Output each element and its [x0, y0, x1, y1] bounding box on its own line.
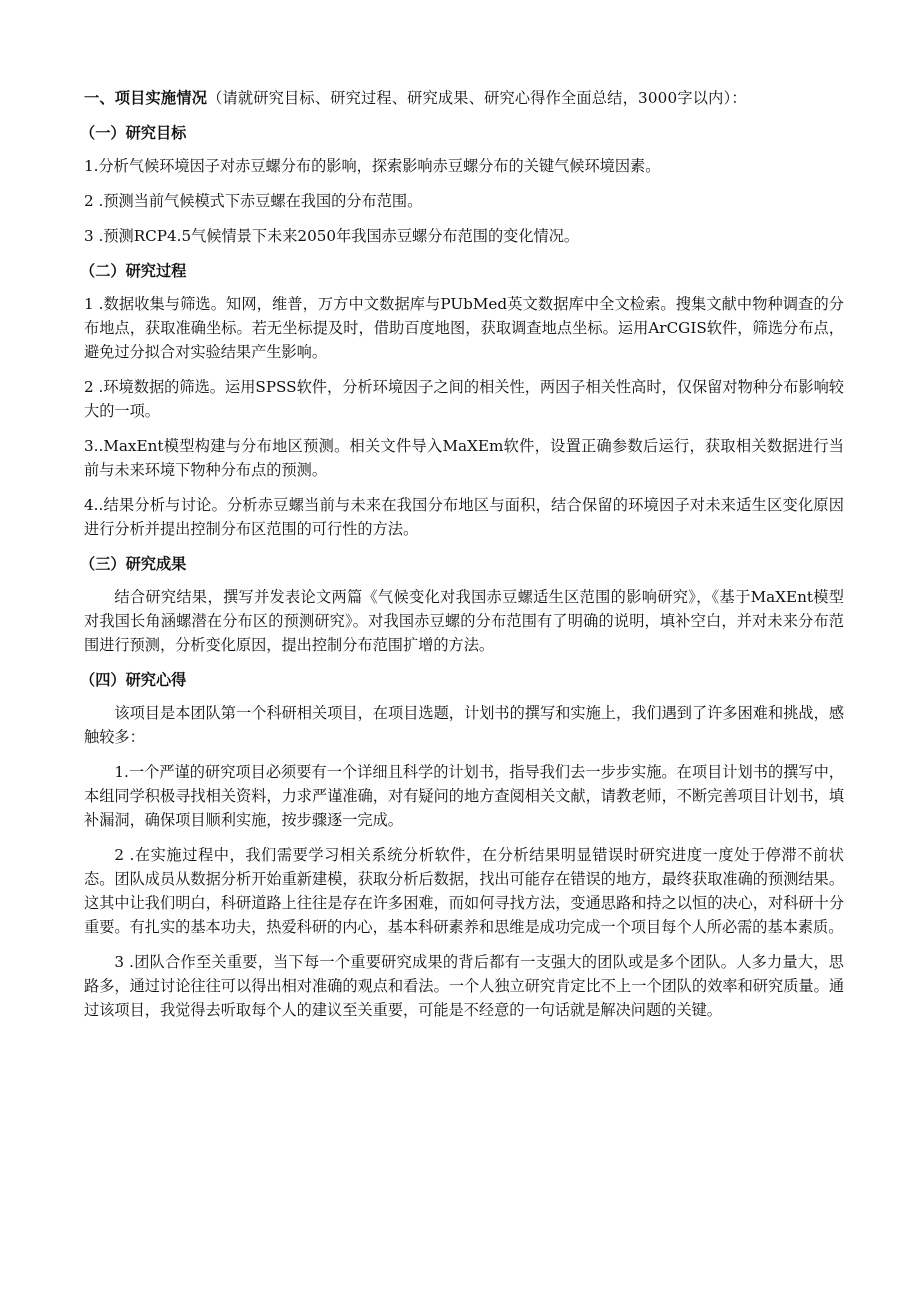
- heading-research-goals: （一）研究目标: [80, 124, 187, 142]
- heading-research-process: （二）研究过程: [80, 262, 187, 280]
- main-heading-note: （请就研究目标、研究过程、研究成果、研究心得作全面总结，3000字以内）：: [207, 89, 747, 107]
- results-paragraph: 结合研究结果，撰写并发表论文两篇《气候变化对我国赤豆螺适生区范围的影响研究》，《基于MaXEnt模型对我国长角涵螺潜在分布区的预测研究》。对我国赤豆螺的分布范围有了明确的说明，填补空白，并对未来分布范围进行预测，分析变化原因，提出控制分布范围扩增的方法。: [84, 588, 844, 654]
- insights-intro: 该项目是本团队第一个科研相关项目，在项目选题，计划书的撰写和实施上，我们遇到了许多困难和挑战，感触较多：: [84, 704, 844, 746]
- insights-item-2: 2 .在实施过程中，我们需要学习相关系统分析软件，在分析结果明显错误时研究进度一度处于停滞不前状态。团队成员从数据分析开始重新建模，获取分析后数据，找出可能存在错误的地方，最终获取准确的预测结果。这其中让我们明白，科研道路上往往是存在许多困难，而如何寻找方法，变通思路和持之以恒的决心，对科研十分重要。有扎实的基本功夫，热爱科研的内心，基本科研素养和思维是成功完成一个项目每个人所必需的基本素质。: [84, 846, 844, 936]
- heading-research-results: （三）研究成果: [80, 555, 187, 573]
- goal-item-2: 2 .预测当前气候模式下赤豆螺在我国的分布范围。: [84, 192, 423, 210]
- process-item-1: 1 .数据收集与筛选。知网，维普，万方中文数据库与PUbMed英文数据库中全文检索。搜集文献中物种调查的分布地点，获取准确坐标。若无坐标提及时，借助百度地图，获取调查地点坐标。运用ArCGIS软件，筛选分布点，避免过分拟合对实验结果产生影响。: [84, 295, 844, 361]
- heading-research-insights: （四）研究心得: [80, 671, 187, 689]
- process-item-3: 3..MaxEnt模型构建与分布地区预测。相关文件导入MaXEm软件，设置正确参数后运行，获取相关数据进行当前与未来环境下物种分布点的预测。: [84, 437, 844, 479]
- process-item-2: 2 .环境数据的筛选。运用SPSS软件，分析环境因子之间的相关性，两因子相关性高时，仅保留对物种分布影响较大的一项。: [84, 378, 844, 420]
- goal-item-3: 3 .预测RCP4.5气候情景下未来2050年我国赤豆螺分布范围的变化情况。: [84, 227, 580, 245]
- section-main-heading: [84, 86, 844, 110]
- insights-item-1: 1.一个严谨的研究项目必须要有一个详细且科学的计划书，指导我们去一步步实施。在项目计划书的撰写中，本组同学积极寻找相关资料，力求严谨准确，对有疑问的地方查阅相关文献，请教老师，不断完善项目计划书，填补漏洞，确保项目顺利实施，按步骤逐一完成。: [84, 763, 844, 829]
- process-item-4: 4..结果分析与讨论。分析赤豆螺当前与未来在我国分布地区与面积，结合保留的环境因子对未来适生区变化原因进行分析并提出控制分布区范围的可行性的方法。: [84, 496, 844, 538]
- insights-item-3: 3 .团队合作至关重要，当下每一个重要研究成果的背后都有一支强大的团队或是多个团队。人多力量大，思路多，通过讨论往往可以得出相对准确的观点和看法。一个人独立研究肯定比不上一个团队的效率和研究质量。通过该项目，我觉得去听取每个人的建议至关重要，可能是不经意的一句话就是解决问题的关键。: [84, 953, 844, 1019]
- document-page: [80, 86, 844, 1033]
- main-heading-title: 一、项目实施情况: [84, 89, 208, 107]
- goal-item-1: 1.分析气候环境因子对赤豆螺分布的影响，探索影响赤豆螺分布的关键气候环境因素。: [84, 157, 661, 175]
